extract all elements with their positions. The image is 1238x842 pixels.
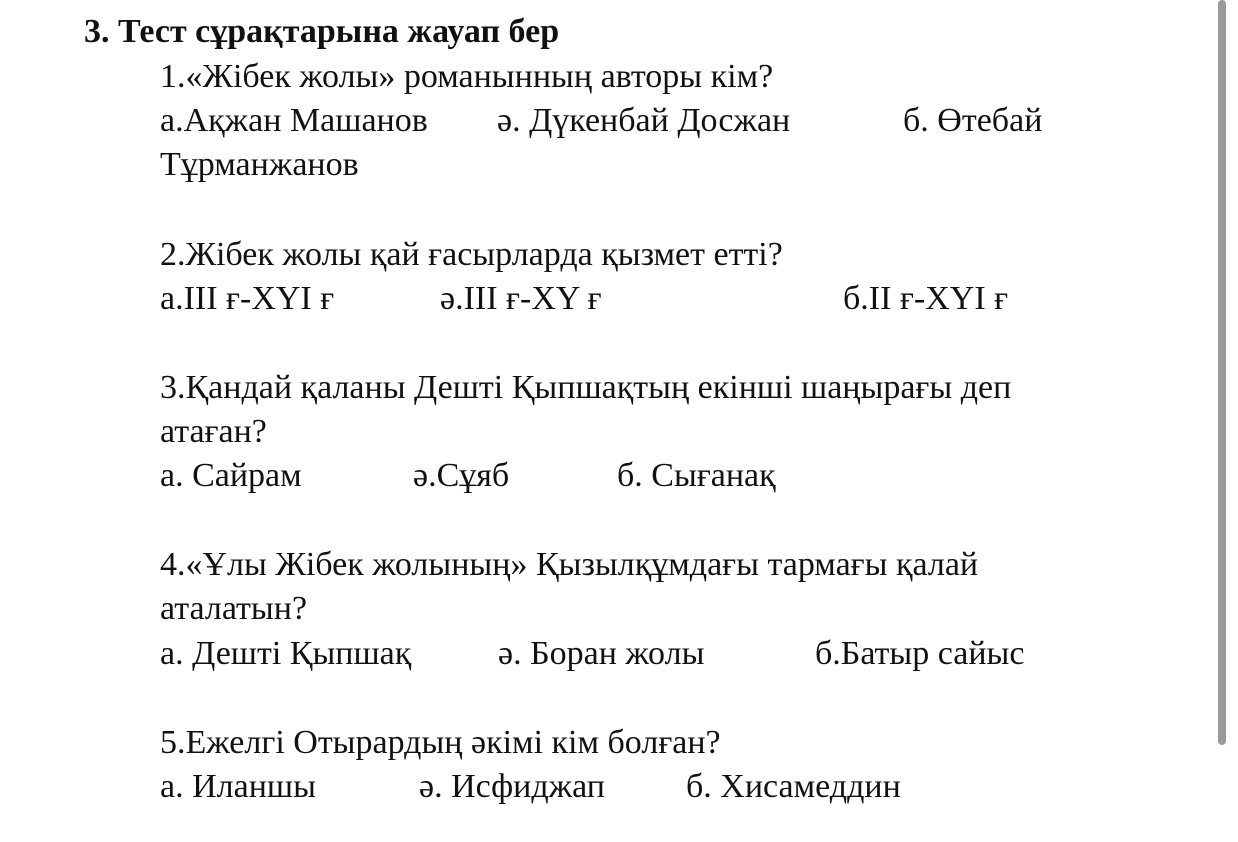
cropped-text-fragment <box>384 0 434 4</box>
question-4-option-ae: ә. Боран жолы <box>498 635 705 672</box>
question-3-option-ae: ә.Сұяб <box>413 457 510 494</box>
question-2-option-a: а.III ғ-XYI ғ <box>160 280 335 317</box>
question-5-option-a: а. Иланшы <box>160 768 316 805</box>
question-3-option-a: а. Сайрам <box>160 457 302 494</box>
section-title: 3. Тест сұрақтарына жауап бер <box>84 13 560 50</box>
vertical-scrollbar[interactable] <box>1218 0 1226 745</box>
question-2-option-ae: ә.III ғ-XY ғ <box>440 280 602 317</box>
question-5-text: 5.Ежелгі Отырардың әкімі кім болған? <box>160 724 721 761</box>
question-2-option-b: б.II ғ-XYI ғ <box>843 280 1009 317</box>
question-1-option-ae: ә. Дүкенбай Досжан <box>497 102 791 139</box>
question-3-text-line-1: 3.Қандай қаланы Дешті Қыпшақтың екінші шаңырағы деп <box>160 369 1012 406</box>
question-4-option-b: б.Батыр сайыс <box>815 635 1025 672</box>
question-1-option-b-continued: Тұрманжанов <box>160 146 359 183</box>
question-4-option-a: а. Дешті Қыпшақ <box>160 635 412 672</box>
question-5-option-b: б. Хисамеддин <box>686 768 901 805</box>
question-1-option-b: б. Өтебай <box>903 102 1043 139</box>
question-3-option-b: б. Сығанақ <box>617 457 776 494</box>
question-4-text-line-2: аталатын? <box>160 590 308 627</box>
question-1-option-a: а.Ақжан Машанов <box>160 102 428 139</box>
question-2-text: 2.Жібек жолы қай ғасырларда қызмет етті? <box>160 236 783 273</box>
question-5-option-ae: ә. Исфиджап <box>419 768 606 805</box>
question-1-text: 1.«Жібек жолы» романынның авторы кім? <box>160 58 774 95</box>
question-4-text-line-1: 4.«Ұлы Жібек жолының» Қызылқұмдағы тармағы қалай <box>160 546 979 583</box>
question-3-text-line-2: атаған? <box>160 413 267 450</box>
